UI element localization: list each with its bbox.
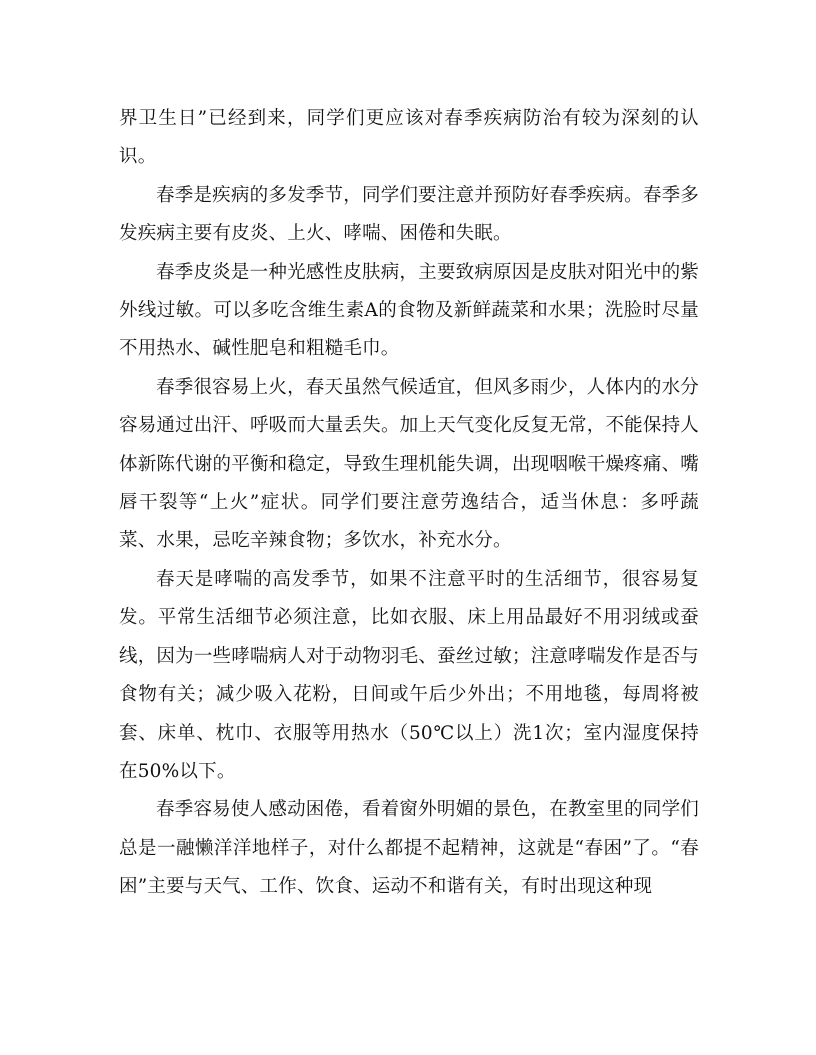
paragraph-internal-heat: 春季很容易上火，春天虽然气候适宜，但风多雨少，人体内的水分容易通过出汗、呼吸而大量丢失。加上天气变化反复无常，不能保持人体新陈代谢的平衡和稳定，导致生理机能失调，出现咽喉干燥疼痛、嘴唇干裂等“上火”症状。同学们要注意劳逸结合，适当休息：多呼蔬菜、水果，忌吃辛辣食物；多饮水，补充水分。 <box>119 376 699 552</box>
paragraph-dermatitis: 春季皮炎是一种光感性皮肤病，主要致病原因是皮肤对阳光中的紫外线过敏。可以多吃含维生素A的食物及新鲜蔬菜和水果；洗脸时尽量不用热水、碱性肥皂和粗糙毛巾。 <box>119 261 699 360</box>
paragraph-spring-fatigue: 春季容易使人感动困倦，看着窗外明媚的景色，在教室里的同学们总是一融懒洋洋地样子，对什么都提不起精神，这就是“春困”了。“春困”主要与天气、工作、饮食、运动不和谐有关，有时出现这种现 <box>119 799 699 898</box>
document-body <box>119 100 699 907</box>
paragraph-asthma: 春天是哮喘的高发季节，如果不注意平时的生活细节，很容易复发。平常生活细节必须注意，比如衣服、床上用品最好不用羽绒或蚕线，因为一些哮喘病人对于动物羽毛、蚕丝过敏；注意哮喘发作是否与食物有关；减少吸入花粉，日间或午后少外出；不用地毯，每周将被套、床单、枕巾、衣服等用热水（50℃以上）洗1次；室内湿度保持在50%以下。 <box>119 568 699 782</box>
paragraph-spring-diseases: 春季是疾病的多发季节，同学们要注意并预防好春季疾病。春季多发疾病主要有皮炎、上火、哮喘、困倦和失眠。 <box>119 184 699 245</box>
paragraph-continued: 界卫生日”已经到来，同学们更应该对春季疾病防治有较为深刻的认识。 <box>119 108 699 168</box>
